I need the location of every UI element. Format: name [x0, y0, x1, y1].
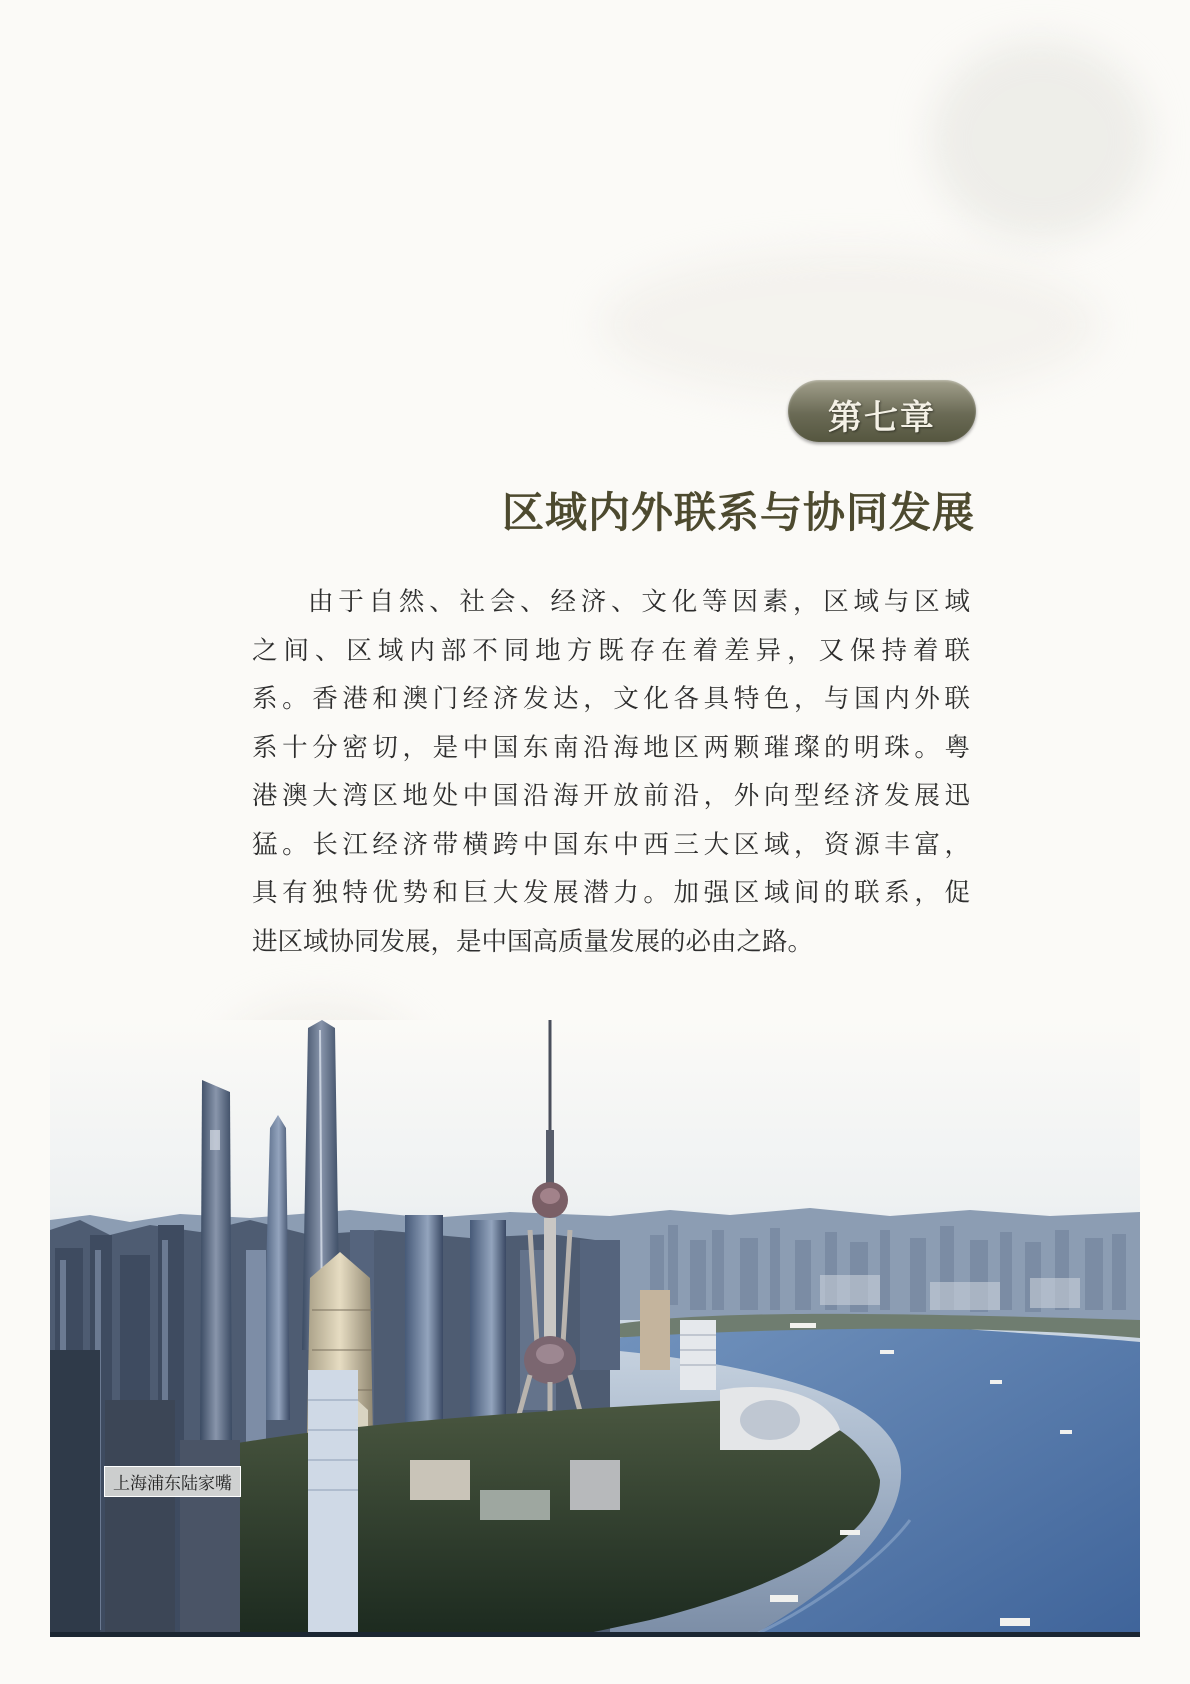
intro-line: 由于自然、社会、经济、文化等因素，区域与区域 [308, 587, 970, 617]
intro-paragraph [252, 578, 970, 966]
intro-line: 之间、区域内部不同地方既存在着差异，又保持着联 [252, 635, 970, 666]
chapter-badge [788, 380, 976, 442]
intro-line: 进区域协同发展，是中国高质量发展的必由之路。 [252, 926, 814, 957]
intro-line: 系十分密切，是中国东南沿海地区两颗璀璨的明珠。粤 [252, 732, 970, 763]
scan-smudge [600, 250, 1100, 400]
scan-smudge [930, 40, 1150, 240]
chapter-title: 区域内外联系与协同发展 [501, 488, 975, 537]
intro-line: 具有独特优势和巨大发展潜力。加强区域间的联系，促 [252, 878, 970, 908]
photo-caption: 上海浦东陆家嘴 [104, 1466, 241, 1497]
chapter-number: 第七章 [828, 398, 936, 438]
intro-line: 系。香港和澳门经济发达，文化各具特色，与国内外联 [252, 684, 970, 714]
intro-line: 港澳大湾区地处中国沿海开放前沿，外向型经济发展迅 [252, 781, 970, 811]
lujiazui-skyline-photo [50, 1020, 1140, 1637]
intro-line: 猛。长江经济带横跨中国东中西三大区域，资源丰富， [252, 829, 970, 860]
